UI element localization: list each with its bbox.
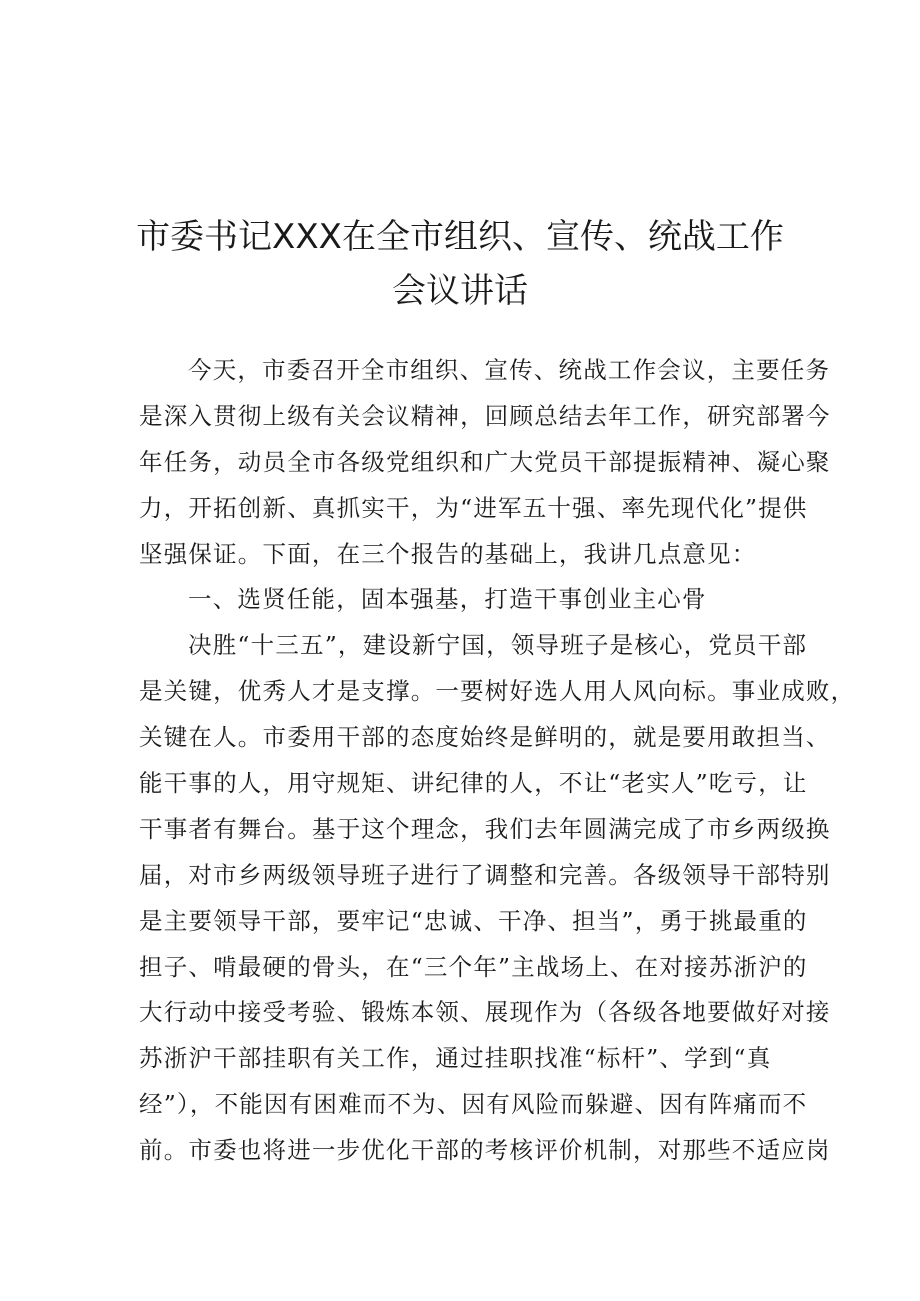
body-line: 前。市委也将进一步优化干部的考核评价机制，对那些不适应岗 — [139, 1136, 831, 1165]
body-line: 担子、啃最硬的骨头，在“三个年”主战场上、在对接苏浙沪的 — [139, 952, 808, 981]
body-line: 决胜“十三五”，建设新宁国，领导班子是核心，党员干部 — [188, 631, 808, 660]
document-title — [120, 210, 800, 318]
title-line: 会议讲话 — [392, 271, 528, 311]
document-body — [139, 348, 856, 1174]
body-line: 今天，市委召开全市组织、宣传、统战工作会议，主要任务 — [188, 356, 831, 384]
body-line: 坚强保证。下面，在三个报告的基础上，我讲几点意见： — [139, 539, 757, 568]
body-line: 能干事的人，用守规矩、讲纪律的人，不让“老实人”吃亏，让 — [139, 769, 808, 798]
body-line: 是深入贯彻上级有关会议精神，回顾总结去年工作，研究部署今 — [139, 401, 831, 430]
body-line: 苏浙沪干部挂职有关工作，通过挂职找准“标杆”、学到“真 — [139, 1044, 772, 1073]
body-line: 干事者有舞台。基于这个理念，我们去年圆满完成了市乡两级换 — [139, 814, 831, 843]
body-line: 年任务，动员全市各级党组织和广大党员干部提振精神、凝心聚 — [139, 447, 831, 476]
body-line: 经”），不能因有困难而不为、因有风险而躲避、因有阵痛而不 — [139, 1090, 808, 1119]
body-line: 关键在人。市委用干部的态度始终是鲜明的，就是要用敢担当、 — [139, 723, 831, 752]
body-line: 大行动中接受考验、锻炼本领、展现作为（各级各地要做好对接 — [139, 998, 831, 1027]
title-line: 市委书记XXX在全市组织、宣传、统战工作 — [136, 217, 784, 257]
body-line: 届，对市乡两级领导班子进行了调整和完善。各级领导干部特别 — [139, 860, 831, 889]
body-line: 力，开拓创新、真抓实干，为“进军五十强、率先现代化”提供 — [139, 493, 808, 522]
body-line: 是主要领导干部，要牢记“忠诚、干净、担当”，勇于挑最重的 — [139, 906, 808, 935]
body-line: 一、选贤任能，固本强基，打造干事创业主心骨 — [188, 585, 707, 614]
body-line: 是关键，优秀人才是支撑。一要树好选人用人风向标。事业成败， — [139, 677, 856, 706]
